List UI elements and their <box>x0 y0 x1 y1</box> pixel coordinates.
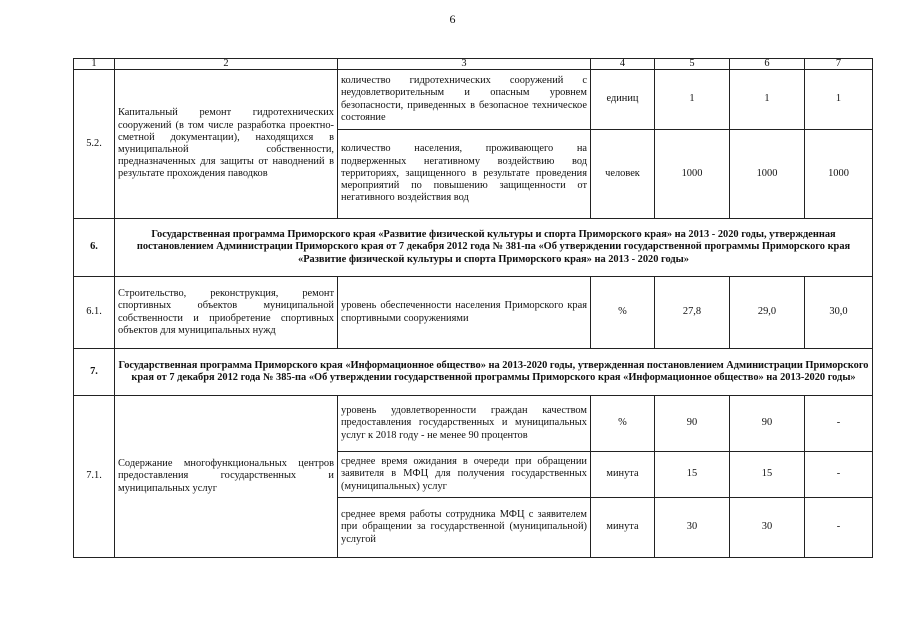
value-col6: 1000 <box>730 130 805 219</box>
section-row <box>74 219 873 277</box>
section-row <box>74 349 873 396</box>
col-header-5: 5 <box>655 59 730 70</box>
col-header-2: 2 <box>115 59 338 70</box>
table-row <box>74 70 873 130</box>
indicator-unit: % <box>591 277 655 349</box>
value-col6: 30 <box>730 498 805 558</box>
row-number: 6.1. <box>74 277 115 349</box>
value-col7: - <box>805 396 873 452</box>
col-header-4: 4 <box>591 59 655 70</box>
section-number: 7. <box>74 349 115 396</box>
value-col5: 30 <box>655 498 730 558</box>
value-col6: 1 <box>730 70 805 130</box>
measure-name: Содержание многофункциональных центров предоставления государственных и муниципальных услуг <box>115 396 338 558</box>
value-col6: 90 <box>730 396 805 452</box>
value-col7: 30,0 <box>805 277 873 349</box>
value-col5: 15 <box>655 452 730 498</box>
indicator-text: количество гидротехнических сооружений с неудовлетворительным и опасным уровнем безопасности, приведенных в безопасное техническое состояние <box>338 70 591 130</box>
value-col7: 1 <box>805 70 873 130</box>
col-header-7: 7 <box>805 59 873 70</box>
value-col7: - <box>805 498 873 558</box>
col-header-3: 3 <box>338 59 591 70</box>
row-number: 5.2. <box>74 70 115 219</box>
indicator-text: среднее время ожидания в очереди при обращении заявителя в МФЦ для получения государственных (муниципальных) услуг <box>338 452 591 498</box>
indicator-unit: единиц <box>591 70 655 130</box>
indicator-unit: % <box>591 396 655 452</box>
value-col5: 90 <box>655 396 730 452</box>
section-title: Государственная программа Приморского края «Информационное общество» на 2013-2020 годы, утвержденная постановлением Администрации Приморского края от 7 декабря 2012 года № 385-па «Об утверждении государственной программы Приморского края «Информационное общество» на 2013-2020 годы» <box>115 349 873 396</box>
indicator-unit: минута <box>591 498 655 558</box>
value-col7: - <box>805 452 873 498</box>
col-header-6: 6 <box>730 59 805 70</box>
value-col5: 1000 <box>655 130 730 219</box>
table-row <box>74 277 873 349</box>
measure-name: Капитальный ремонт гидротехнических сооружений (в том числе разработка проектно-сметной документации), находящихся в муниципальной собственности, предназначенных для защиты от наводнений в результате прохождения паводков <box>115 70 338 219</box>
page-number: 6 <box>449 12 456 26</box>
indicator-unit: минута <box>591 452 655 498</box>
section-title: Государственная программа Приморского края «Развитие физической культуры и спорта Приморского края» на 2013 - 2020 годы, утвержденная постановлением Администрации Приморского края от 7 декабря 2012 года № 381-па «Об утверждении государственной программы Приморского края «Развитие физической культуры и спорта Приморского края» на 2013 - 2020 годы» <box>115 219 873 277</box>
indicator-text: уровень удовлетворенности граждан качеством предоставления государственных и муниципальных услуг к 2018 году - не менее 90 процентов <box>338 396 591 452</box>
indicator-text: уровень обеспеченности населения Приморского края спортивными сооружениями <box>338 277 591 349</box>
value-col7: 1000 <box>805 130 873 219</box>
measure-name: Строительство, реконструкция, ремонт спортивных объектов муниципальной собственности и приобретение спортивных объектов для муниципальных нужд <box>115 277 338 349</box>
col-header-1: 1 <box>74 59 115 70</box>
indicator-unit: человек <box>591 130 655 219</box>
indicator-text: количество населения, проживающего на подверженных негативному воздействию вод территориях, защищенного в результате проведения мероприятий по повышению защищенности от негативного воздействия вод <box>338 130 591 219</box>
value-col5: 27,8 <box>655 277 730 349</box>
row-number: 7.1. <box>74 396 115 558</box>
table-row <box>74 396 873 452</box>
section-number: 6. <box>74 219 115 277</box>
indicator-text: среднее время работы сотрудника МФЦ с заявителем при обращении за государственной (муниципальной) услугой <box>338 498 591 558</box>
value-col6: 15 <box>730 452 805 498</box>
table-header-row <box>74 59 873 70</box>
indicators-table <box>73 58 873 558</box>
value-col5: 1 <box>655 70 730 130</box>
value-col6: 29,0 <box>730 277 805 349</box>
